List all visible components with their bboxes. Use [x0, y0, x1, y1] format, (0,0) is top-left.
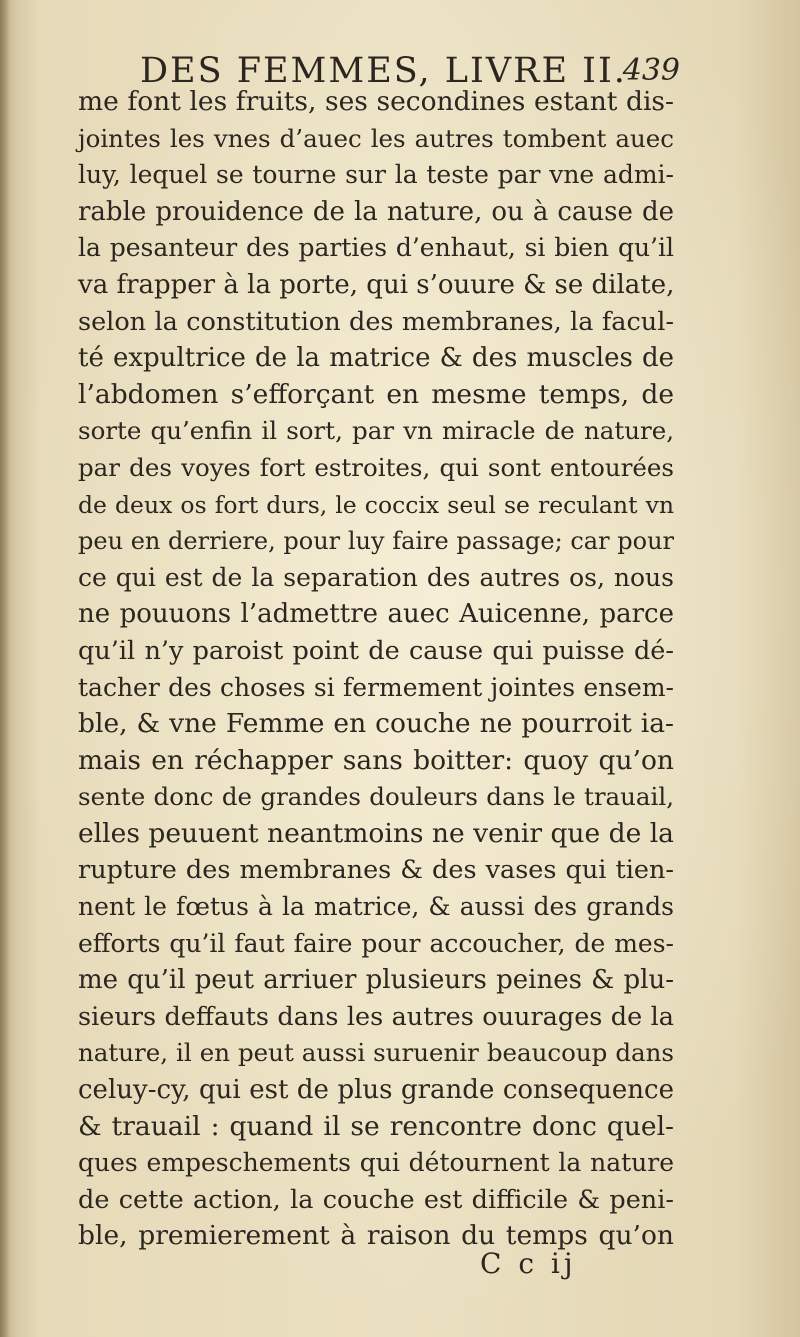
- text-line: ble, premierement à raison du temps qu’on: [78, 1220, 674, 1252]
- page-number: 439: [622, 53, 680, 88]
- text-line: elles peuuent neantmoins ne venir que de la: [78, 817, 674, 849]
- text-line: selon la constitution des membranes, la facul-: [78, 306, 674, 337]
- text-line: de deux os fort durs, le coccix seul se reculant vn: [78, 490, 674, 519]
- body-text: [78, 84, 674, 1255]
- text-line: ne pouuons l’admettre auec Auicenne, parce: [78, 599, 674, 630]
- text-line: jointes les vnes d’auec les autres tombent auec: [78, 123, 674, 153]
- text-line: té expultrice de la matrice & des muscles de: [78, 343, 674, 374]
- text-line: rupture des membranes & des vases qui tien-: [78, 855, 674, 886]
- text-line: peu en derriere, pour luy faire passage; car pour: [78, 527, 674, 556]
- text-line: sente donc de grandes douleurs dans le trauail,: [78, 782, 674, 812]
- text-line: de cette action, la couche est difficile & peni-: [78, 1184, 674, 1215]
- text-line: luy, lequel se tourne sur la teste par vne admi-: [78, 160, 674, 190]
- text-line: mais en réchapper sans boitter: quoy qu’on: [78, 744, 674, 776]
- text-line: va frapper à la porte, qui s’ouure & se dilate,: [78, 269, 675, 300]
- text-line: l’abdomen s’efforçant en mesme temps, de: [78, 378, 674, 410]
- signature-mark: C c ij: [480, 1247, 577, 1280]
- text-line: la pesanteur des parties d’enhaut, si bien qu’il: [78, 233, 674, 263]
- text-line: par des voyes fort estroites, qui sont entourées: [78, 452, 674, 482]
- text-line: ce qui est de la separation des autres os, nous: [78, 562, 674, 592]
- text-line: sieurs deffauts dans les autres ouurages de la: [78, 1001, 674, 1032]
- text-line: nent le fœtus à la matrice, & aussi des grands: [78, 892, 674, 922]
- text-line: celuy-cy, qui est de plus grande consequence: [78, 1075, 674, 1106]
- text-line: nature, il en peut aussi suruenir beaucoup dans: [78, 1038, 674, 1068]
- running-head: DES FEMMES, LIVRE II.: [140, 51, 627, 91]
- text-line: ques empeschements qui détournent la nature: [78, 1148, 674, 1178]
- text-line: me qu’il peut arriuer plusieurs peines & plu-: [78, 965, 674, 996]
- text-line: rable prouidence de la nature, ou à cause de: [78, 196, 674, 227]
- text-line: efforts qu’il faut faire pour accoucher, de mes-: [78, 928, 674, 958]
- text-line: ble, & vne Femme en couche ne pourroit ia-: [78, 708, 674, 740]
- text-line: sorte qu’enfin il sort, par vn miracle de nature,: [78, 416, 674, 446]
- text-line: & trauail : quand il se rencontre donc quel-: [78, 1110, 674, 1142]
- text-line: me font les fruits, ses secondines estant dis-: [78, 86, 674, 117]
- text-line: qu’il n’y paroist point de cause qui puisse dé-: [78, 635, 674, 666]
- text-line: tacher des choses si fermement jointes ensem-: [78, 672, 674, 702]
- page-gutter-shadow: [0, 0, 10, 1337]
